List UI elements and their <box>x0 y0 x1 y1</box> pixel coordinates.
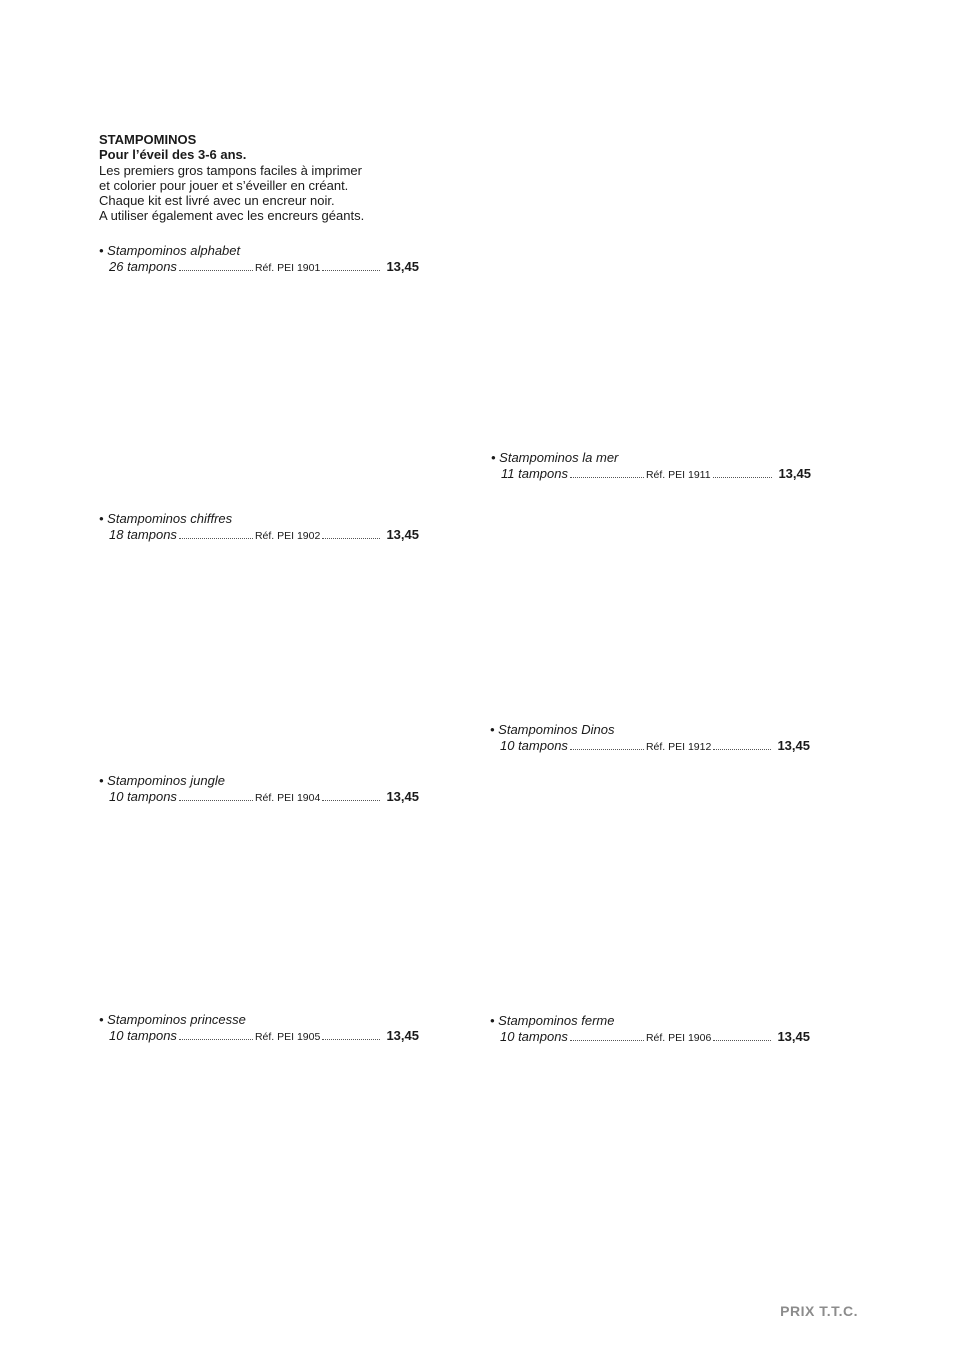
dot-leader <box>713 477 773 478</box>
product-price: 13,45 <box>386 259 419 274</box>
product-ref: Réf. PEI 1906 <box>645 1032 712 1044</box>
dot-leader <box>179 538 253 539</box>
product-price: 13,45 <box>386 527 419 542</box>
intro-line: A utiliser également avec les encreurs géants. <box>99 208 365 224</box>
product-dinos <box>490 722 810 755</box>
intro-block <box>99 132 419 224</box>
product-price: 13,45 <box>778 466 811 481</box>
product-line <box>99 789 419 806</box>
product-count: 18 tampons <box>109 527 177 542</box>
intro-line: Chaque kit est livré avec un encreur noir. <box>99 193 335 209</box>
product-name: • Stampominos la mer <box>491 450 619 465</box>
product-name: • Stampominos princesse <box>99 1012 246 1027</box>
product-ref: Réf. PEI 1901 <box>254 262 321 274</box>
dot-leader <box>322 538 380 539</box>
product-line <box>99 259 419 276</box>
product-price: 13,45 <box>386 789 419 804</box>
product-count: 11 tampons <box>501 466 568 481</box>
product-price: 13,45 <box>777 1029 810 1044</box>
intro-line: et colorier pour jouer et s’éveiller en créant. <box>99 177 349 193</box>
product-price: 13,45 <box>777 738 810 753</box>
product-count: 10 tampons <box>500 738 568 753</box>
product-name: • Stampominos chiffres <box>99 511 233 526</box>
dot-leader <box>179 1039 253 1040</box>
product-chiffres <box>99 511 419 544</box>
price-note: PRIX T.T.C. <box>780 1303 858 1319</box>
product-line <box>99 1028 419 1045</box>
dot-leader <box>713 1040 771 1041</box>
product-ref: Réf. PEI 1905 <box>254 1031 321 1043</box>
product-name: • Stampominos ferme <box>490 1013 615 1028</box>
product-price: 13,45 <box>386 1028 419 1043</box>
dot-leader <box>179 270 253 271</box>
dot-leader <box>570 1040 644 1041</box>
product-la-mer <box>491 450 811 483</box>
product-name: • Stampominos jungle <box>99 773 225 788</box>
section-subtitle: Pour l’éveil des 3-6 ans. <box>99 147 247 163</box>
product-ref: Réf. PEI 1911 <box>645 469 711 481</box>
product-princesse <box>99 1012 419 1045</box>
product-line <box>99 527 419 544</box>
product-name: • Stampominos alphabet <box>99 243 241 258</box>
product-ref: Réf. PEI 1902 <box>254 530 321 542</box>
product-jungle <box>99 773 419 806</box>
product-ref: Réf. PEI 1912 <box>645 741 712 753</box>
dot-leader <box>713 749 771 750</box>
dot-leader <box>322 270 380 271</box>
intro-line: Les premiers gros tampons faciles à imprimer <box>99 162 362 178</box>
section-title: STAMPOMINOS <box>99 132 197 147</box>
dot-leader <box>322 800 380 801</box>
dot-leader <box>570 749 644 750</box>
product-alphabet <box>99 243 419 276</box>
product-count: 26 tampons <box>109 259 177 274</box>
product-line <box>491 466 811 483</box>
dot-leader <box>322 1039 380 1040</box>
dot-leader <box>570 477 644 478</box>
product-ref: Réf. PEI 1904 <box>254 792 321 804</box>
product-count: 10 tampons <box>500 1029 568 1044</box>
product-line <box>490 1029 810 1046</box>
product-ferme <box>490 1013 810 1046</box>
product-name: • Stampominos Dinos <box>490 722 615 737</box>
product-count: 10 tampons <box>109 1028 177 1043</box>
dot-leader <box>179 800 253 801</box>
product-count: 10 tampons <box>109 789 177 804</box>
product-line <box>490 738 810 755</box>
